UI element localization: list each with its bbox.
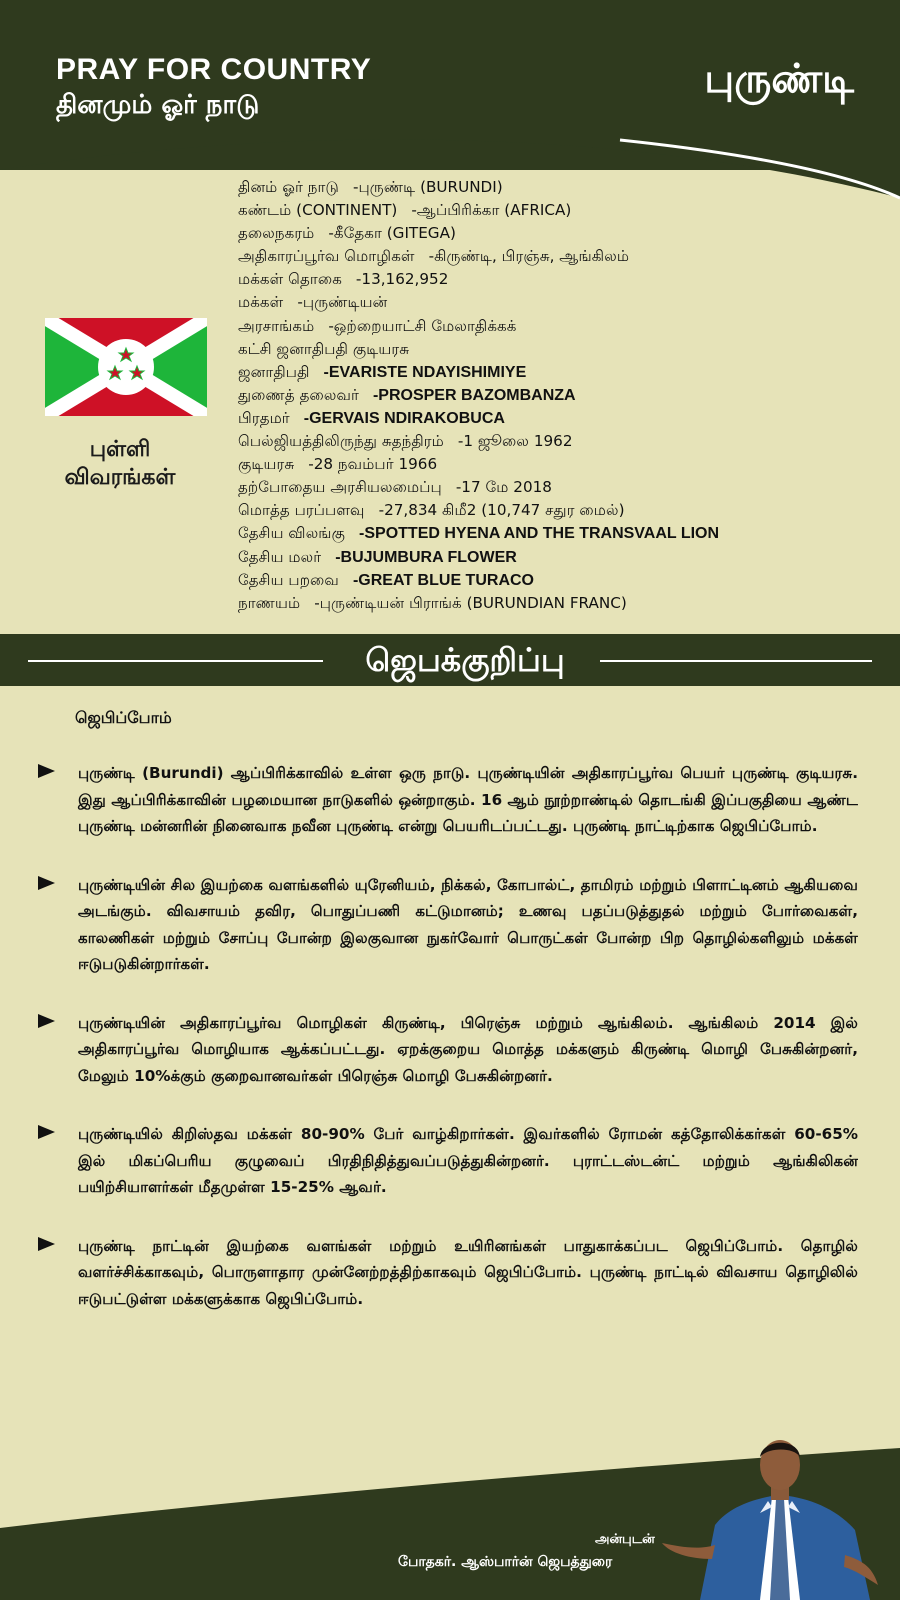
fact-value: -புருண்டியன் [297,293,388,312]
triangle-bullet-icon [38,1237,55,1251]
fact-label: பிரதமர் [238,408,290,427]
prayer-point [38,1233,858,1313]
fact-row [238,361,888,384]
fact-label: மக்கள் [238,293,284,312]
fact-label: தேசிய விலங்கு [238,524,346,543]
signature-name: போதகர். ஆஸ்பார்ன் ஜெபத்துரை [398,1554,613,1570]
fact-row [238,384,888,407]
fact-value: -27,834 கிமீ2 (10,747 சதுர மைல்) [378,501,625,520]
prayer-point-text: புருண்டியின் அதிகாரப்பூர்வ மொழிகள் கிருண்டி, பிரெஞ்சு மற்றும் ஆங்கிலம். ஆங்கிலம் 2014 இல் அதிகாரப்பூர்வ மொழியாக ஆக்கப்பட்டது. ஏறக்குறைய மொத்த மக்களும் கிருண்டி மொழி பேசுகின்றனர், மேலும் 10%க்கும் குறைவானவர்கள் பிரெஞ்சு மொழி பேசுகின்றனர். [78,1013,858,1085]
prayer-point [38,1121,858,1201]
fact-label: மொத்த பரப்பளவு [238,501,365,520]
prayer-intro: ஜெபிப்போம் [75,708,172,727]
divider-line-right [600,660,872,662]
prayer-point-text: புருண்டி நாட்டின் இயற்கை வளங்கள் மற்றும் உயிரினங்கள் பாதுகாக்கப்பட ஜெபிப்போம். தொழில் வளர்ச்சிக்காகவும், பொருளாதார முன்னேற்றத்திற்காகவும் ஜெபிப்போம். புருண்டி நாட்டில் விவசாய தொழிலில் ஈடுபட்டுள்ள மக்களுக்காக ஜெபிப்போம். [78,1236,858,1308]
fact-value: -புருண்டி (BURUNDI) [352,178,503,196]
fact-label: தலைநகரம் [238,224,315,243]
fact-row [238,592,888,615]
prayer-point [38,1010,858,1090]
triangle-bullet-icon [38,876,55,890]
prayer-point-text: புருண்டியில் கிறிஸ்தவ மக்கள் 80-90% பேர் வாழ்கிறார்கள். இவர்களில் ரோமன் கத்தோலிக்கர்கள் 60-65% இல் மிகப்பெரிய குழுவைப் பிரதிநிதித்துவப்படுத்துகின்றனர். புராட்டஸ்டன்ட் மற்றும் ஆங்கிலிகன் பயிற்சியாளர்கள் மீதமுள்ள 15-25% ஆவர். [78,1125,858,1196]
header-title-en: PRAY FOR COUNTRY [56,53,372,86]
fact-label: கண்டம் (CONTINENT) [238,201,398,220]
header-title-ta: தினமும் ஓர் நாடு [56,90,260,120]
fact-row [238,522,888,545]
fact-row [238,569,888,592]
fact-label: பெல்ஜியத்திலிருந்து சுதந்திரம் [238,432,444,451]
fact-row [238,315,888,338]
fact-value: -1 ஜூலை 1962 [457,432,573,451]
fact-value: -GERVAIS NDIRAKOBUCA [303,409,505,427]
fact-label: ஜனாதிபதி [238,362,310,381]
fact-value: -PROSPER BAZOMBANZA [372,386,576,404]
fact-value: -SPOTTED HYENA AND THE TRANSVAAL LION [359,525,720,543]
fact-label: அரசாங்கம் [238,316,315,335]
prayer-point-text: புருண்டியின் சில இயற்கை வளங்களில் யுரேனியம், நிக்கல், கோபால்ட், தாமிரம் மற்றும் பிளாட்டினம் ஆகியவை அடங்கும். விவசாயம் தவிர, பொதுப்பணி கட்டுமானம்; உணவு பதப்படுத்துதல் மற்றும் போர்வைகள், காலணிகள் மற்றும் சோப்பு போன்ற இலகுவான நுகர்வோர் பொருட்கள் போன்ற பிற தொழில்களிலும் மக்கள் ஈடுபடுகின்றார்கள். [78,875,858,973]
facts-list [238,176,888,615]
prayer-point-text: புருண்டி (Burundi) ஆப்பிரிக்காவில் உள்ள ஒரு நாடு. புருண்டியின் அதிகாரப்பூர்வ பெயர் புருண்டி குடியரசு. இது ஆப்பிரிக்காவின் பழமையான நாடுகளில் ஒன்றாகும். 16 ஆம் நூற்றாண்டில் தொடங்கி இப்பகுதியை ஆண்ட புருண்டி மன்னரின் நினைவாக நவீன புருண்டி என்று பெயரிடப்பட்டது. புருண்டி நாட்டிற்காக ஜெபிப்போம். [78,764,858,835]
fact-value: -28 நவம்பர் 1966 [308,455,438,474]
fact-row [238,199,888,222]
facts-heading-line2: விவரங்கள் [64,465,176,490]
header-titles [56,54,371,124]
fact-row [238,453,888,476]
prayer-title-band [0,634,900,686]
triangle-bullet-icon [38,764,55,778]
fact-label: தினம் ஓர் நாடு [238,178,339,196]
triangle-bullet-icon [38,1014,55,1028]
prayer-point [38,760,858,840]
fact-row [238,499,888,522]
triangle-bullet-icon [38,1125,55,1139]
fact-label: தேசிய மலர் [238,547,322,566]
fact-row [238,176,888,199]
fact-row [238,476,888,499]
burundi-flag [45,318,207,416]
country-name: புருண்டி [704,56,854,102]
fact-label: கட்சி ஜனாதிபதி குடியரசு [238,339,410,358]
facts-heading-line1: புள்ளி [89,437,151,462]
fact-value: -GREAT BLUE TURACO [352,571,534,589]
fact-label: அதிகாரப்பூர்வ மொழிகள் [238,247,415,266]
fact-value: -ஆப்பிரிக்கா (AFRICA) [411,201,572,220]
fact-label: தேசிய பறவை [238,570,339,589]
fact-row [238,245,888,268]
fact-row [238,546,888,569]
fact-label: மக்கள் தொகை [238,270,342,289]
fact-value: -13,162,952 [355,270,449,289]
fact-value: -கீதேகா (GITEGA) [328,224,456,243]
fact-row [238,268,888,291]
fact-row [238,430,888,453]
divider-line-left [28,660,323,662]
fact-value: -ஒற்றையாட்சி மேலாதிக்கக் [328,316,517,335]
prayer-point [38,872,858,978]
prayer-points [38,760,858,1344]
fact-label: துணைத் தலைவர் [238,385,359,404]
fact-label: நாணயம் [238,593,301,612]
fact-value: -கிருண்டி, பிரஞ்சு, ஆங்கிலம் [428,247,630,266]
fact-row [238,222,888,245]
fact-value: -17 மே 2018 [455,478,552,497]
pastor-photo [660,1435,890,1600]
fact-label: குடியரசு [238,455,295,474]
signature-greeting: அன்புடன் [595,1532,655,1547]
fact-row [238,407,888,430]
fact-row [238,338,888,361]
fact-value: -EVARISTE NDAYISHIMIYE [323,363,527,381]
fact-value: -புருண்டியன் பிராங்க் (BURUNDIAN FRANC) [314,593,627,612]
fact-value: -BUJUMBURA FLOWER [335,548,517,566]
prayer-title: ஜெபக்குறிப்பு [365,641,565,679]
fact-row [238,291,888,314]
facts-heading [40,436,200,492]
fact-label: தற்போதைய அரசியலமைப்பு [238,478,442,497]
